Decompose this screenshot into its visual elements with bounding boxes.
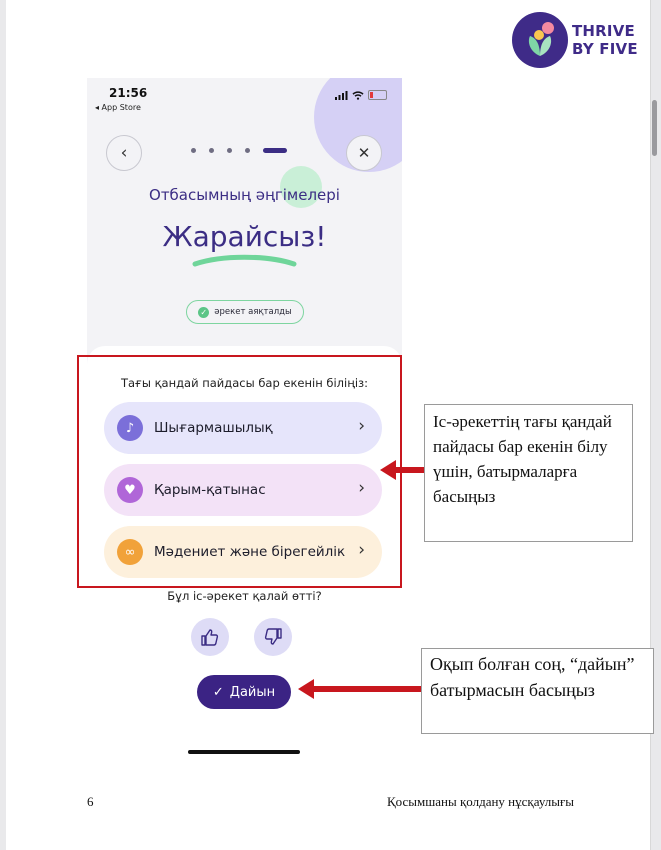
- logo-line-2: BY FIVE: [572, 40, 638, 58]
- annotation-highlight-box: [77, 355, 402, 588]
- home-indicator: [188, 750, 300, 754]
- annotation-callout-done: Оқып болған соң, “дайын” батырмасын басыңыз: [421, 648, 654, 734]
- done-button[interactable]: [197, 675, 291, 709]
- done-button-label: Дайын: [229, 684, 276, 700]
- progress-dot: [245, 148, 250, 153]
- activity-category: Отбасымның әңгімелері: [149, 186, 340, 204]
- check-icon: ✓: [212, 684, 224, 700]
- feedback-question: Бұл іс-әрекет қалай өтті?: [167, 589, 322, 603]
- close-button[interactable]: [346, 135, 382, 171]
- learn-more-label: Тағы қандай пайдасы бар екенін біліңіз:: [120, 376, 369, 390]
- close-icon: ✕: [357, 144, 371, 162]
- progress-dot-current: [263, 148, 287, 153]
- culture-icon: ∞: [117, 539, 143, 565]
- progress-dot: [209, 148, 214, 153]
- benefit-label: Қарым-қатынас: [154, 482, 266, 498]
- status-time: 21:56: [109, 86, 148, 100]
- music-note-icon: ♪: [117, 415, 143, 441]
- chevron-left-icon: ‹: [120, 143, 128, 163]
- status-badge: [186, 300, 304, 324]
- progress-dot: [191, 148, 196, 153]
- heart-icon: ♥: [117, 477, 143, 503]
- status-icons: [335, 90, 387, 100]
- check-icon: ✓: [198, 307, 209, 318]
- thumbs-down-button[interactable]: [254, 618, 292, 656]
- thumbs-up-icon: [200, 627, 220, 647]
- benefit-label: Шығармашылық: [154, 420, 273, 436]
- battery-low-icon: [368, 90, 387, 100]
- footer-document-title: Қосымшаны қолдану нұсқаулығы: [387, 794, 575, 809]
- thumbs-up-button[interactable]: [191, 618, 229, 656]
- annotation-arrow-benefits: [380, 460, 426, 480]
- page-title: Жарайсыз!: [162, 220, 327, 253]
- progress-dots: [191, 148, 287, 153]
- signal-icon: [335, 91, 348, 100]
- wifi-icon: [352, 91, 364, 100]
- back-to-app-store-link[interactable]: ◂ App Store: [95, 103, 141, 112]
- chevron-right-icon: ›: [358, 540, 365, 560]
- annotation-callout-benefits: Іс-әрекеттің тағы қандай пайдасы бар екенін білу үшін, батырмаларға басыңыз: [424, 404, 633, 542]
- benefit-label: Мәдениет және бірегейлік: [154, 544, 346, 560]
- back-button[interactable]: [106, 135, 142, 171]
- chevron-right-icon: ›: [358, 478, 365, 498]
- chevron-right-icon: ›: [358, 416, 365, 436]
- document-page: [6, 0, 651, 850]
- status-badge-label: әрекет аяқталды: [214, 307, 292, 317]
- page-number: 6: [87, 794, 94, 809]
- thumbs-down-icon: [263, 627, 283, 647]
- scrollbar[interactable]: [652, 100, 657, 156]
- title-underline-swoosh: [192, 253, 297, 269]
- logo-wordmark: [572, 22, 638, 58]
- logo-emblem: [512, 12, 568, 68]
- progress-dot: [227, 148, 232, 153]
- annotation-arrow-done: [298, 679, 422, 699]
- logo-line-1: THRIVE: [572, 22, 635, 40]
- thrive-by-five-logo: [512, 12, 642, 70]
